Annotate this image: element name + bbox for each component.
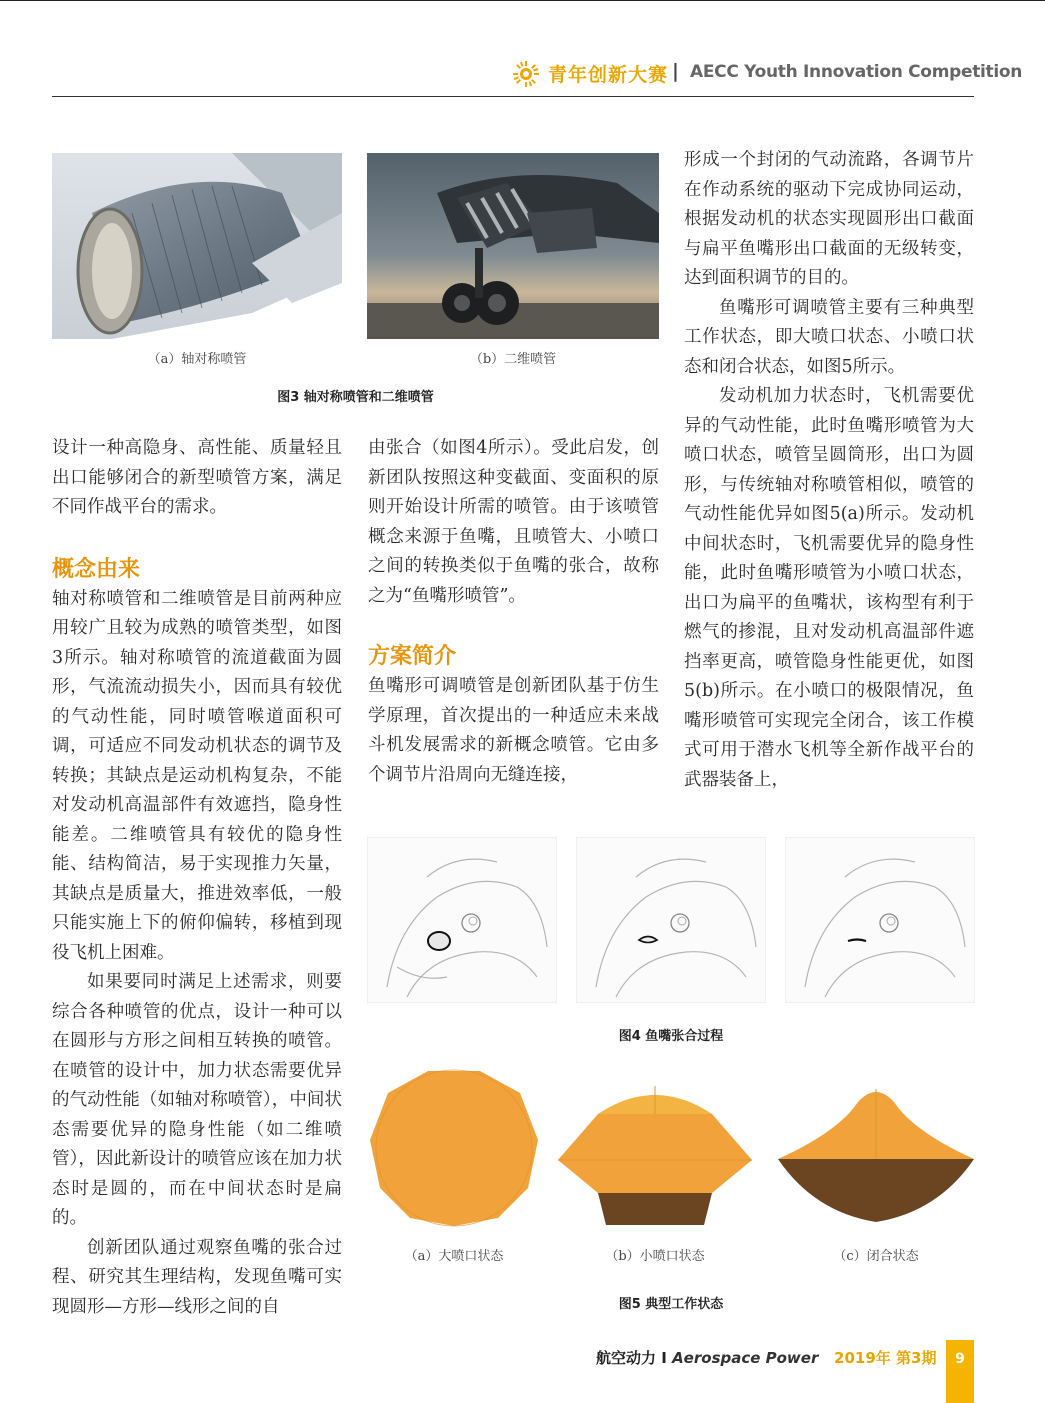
page-number: 9 [955,1351,965,1367]
column-1 [52,434,342,1322]
col1-paragraph-2: 如果要同时满足上述需求，则要综合各种喷管的优点，设计一种可以在圆形与方形之间相互转换的喷管。在喷管的设计中，加力状态需要优异的气动性能（如轴对称喷管），中间状态需要优异的隐身性能（如二维喷管），因此新设计的喷管应该在加力状态时是圆的，而在中间状态时是扁的。 [52,972,342,1228]
header-rule [52,96,974,97]
footer-issue: 2019年 第3期 [834,1349,937,1367]
fig4-title: 图4 鱼嘴张合过程 [618,1029,724,1044]
nozzle-closed-shape [778,1082,974,1224]
sun-logo-icon [512,60,540,88]
footer-journal-cn: 航空动力 [596,1349,657,1367]
footer-journal [596,1347,936,1368]
fish-mouth-sketch-open [367,837,557,1003]
fish-mouth-sketch-closed [785,837,975,1003]
col1-paragraph-1: 轴对称喷管和二维喷管是目前两种应用较广且较为成熟的喷管类型，如图3所示。轴对称喷管的流道截面为圆形，气流流动损失小，因而具有较优的气动性能，同时喷管喉道面积可调，可适应不同发动机状态的调节及转换；其缺点是运动机构复杂，不能对发动机高温部件有效遮挡，隐身性能差。二维喷管具有较优的隐身性能、结构简洁，易于实现推力矢量，其缺点是质量大，推进效率低，一般只能实施上下的俯仰偏转，移植到现役飞机上困难。 [52,588,342,963]
axisymmetric-nozzle-photo [52,153,342,339]
col2-paragraph-2: 鱼嘴形可调喷管是创新团队基于仿生学原理，首次提出的一种适应未来战斗机发展需求的新概念喷管。它由多个调节片沿周向无缝连接， [368,676,659,785]
col3-paragraph-2: 鱼嘴形可调喷管主要有三种典型工作状态，即大喷口状态、小喷口状态和闭合状态，如图5所示。 [684,297,974,377]
page-number-tab [946,1340,974,1403]
header-separator: | [672,60,679,82]
fig5-caption-a: （a）大喷口状态 [404,1249,504,1264]
column-2 [368,434,659,790]
footer-separator: I [661,1349,667,1367]
fig3-caption-b: （b）二维喷管 [469,352,557,367]
section-title-concept-origin: 概念由来 [52,556,141,582]
col2-paragraph-1: 由张合（如图4所示）。受此启发，创新团队按照这种变截面、变面积的原则开始设计所需的喷管。由于该喷管概念来源于鱼嘴，且喷管大、小喷口之间的转换类似于鱼嘴的张合，故称之为“鱼嘴形喷管”。 [368,438,659,606]
top-border-line [0,0,1045,1]
nozzle-small-exit-shape [558,1080,752,1225]
col3-paragraph-1: 形成一个封闭的气动流路，各调节片在作动系统的驱动下完成协同运动，根据发动机的状态实现圆形出口截面与扁平鱼嘴形出口截面的无级转变，达到面积调节的目的。 [684,150,974,288]
fig5-caption-c: （c）闭合状态 [833,1249,919,1264]
col3-paragraph-3: 发动机加力状态时，飞机需要优异的气动性能，此时鱼嘴形喷管为大喷口状态，喷管呈圆筒形，出口为圆形，与传统轴对称喷管相似，喷管的气动性能优异如图5(a)所示。发动机中间状态时，飞机需要优异的隐身性能，此时鱼嘴形喷管为小喷口状态，出口为扁平的鱼嘴状，该构型有利于燃气的掺混，且对发动机高温部件遮挡率更高，喷管隐身性能更优，如图5(b)所示。在小喷口的极限情况，鱼嘴形喷管可实现完全闭合，该工作模式可用于潜水飞机等全新作战平台的武器装备上， [684,386,974,790]
fig3-caption-a: （a）轴对称喷管 [147,352,247,367]
fig3-title: 图3 轴对称喷管和二维喷管 [277,390,434,405]
fig5-caption-b: （b）小喷口状态 [605,1249,705,1264]
header-title-cn: 青年创新大赛 [548,64,669,86]
fig5-title: 图5 典型工作状态 [618,1297,724,1312]
header-title-en: AECC Youth Innovation Competition [690,62,1023,82]
fish-mouth-sketch-half [576,837,766,1003]
two-dimensional-nozzle-photo [367,153,659,339]
footer-journal-en: Aerospace Power [672,1349,819,1367]
section-title-scheme-intro: 方案简介 [368,644,457,669]
col1-intro-paragraph: 设计一种高隐身、高性能、质量轻且出口能够闭合的新型喷管方案，满足不同作战平台的需求。 [52,438,342,517]
nozzle-large-exit-shape [368,1068,540,1228]
column-3 [684,146,974,795]
col1-paragraph-3: 创新团队通过观察鱼嘴的张合过程、研究其生理结构，发现鱼嘴可实现圆形—方形—线形之间的自 [52,1237,342,1317]
